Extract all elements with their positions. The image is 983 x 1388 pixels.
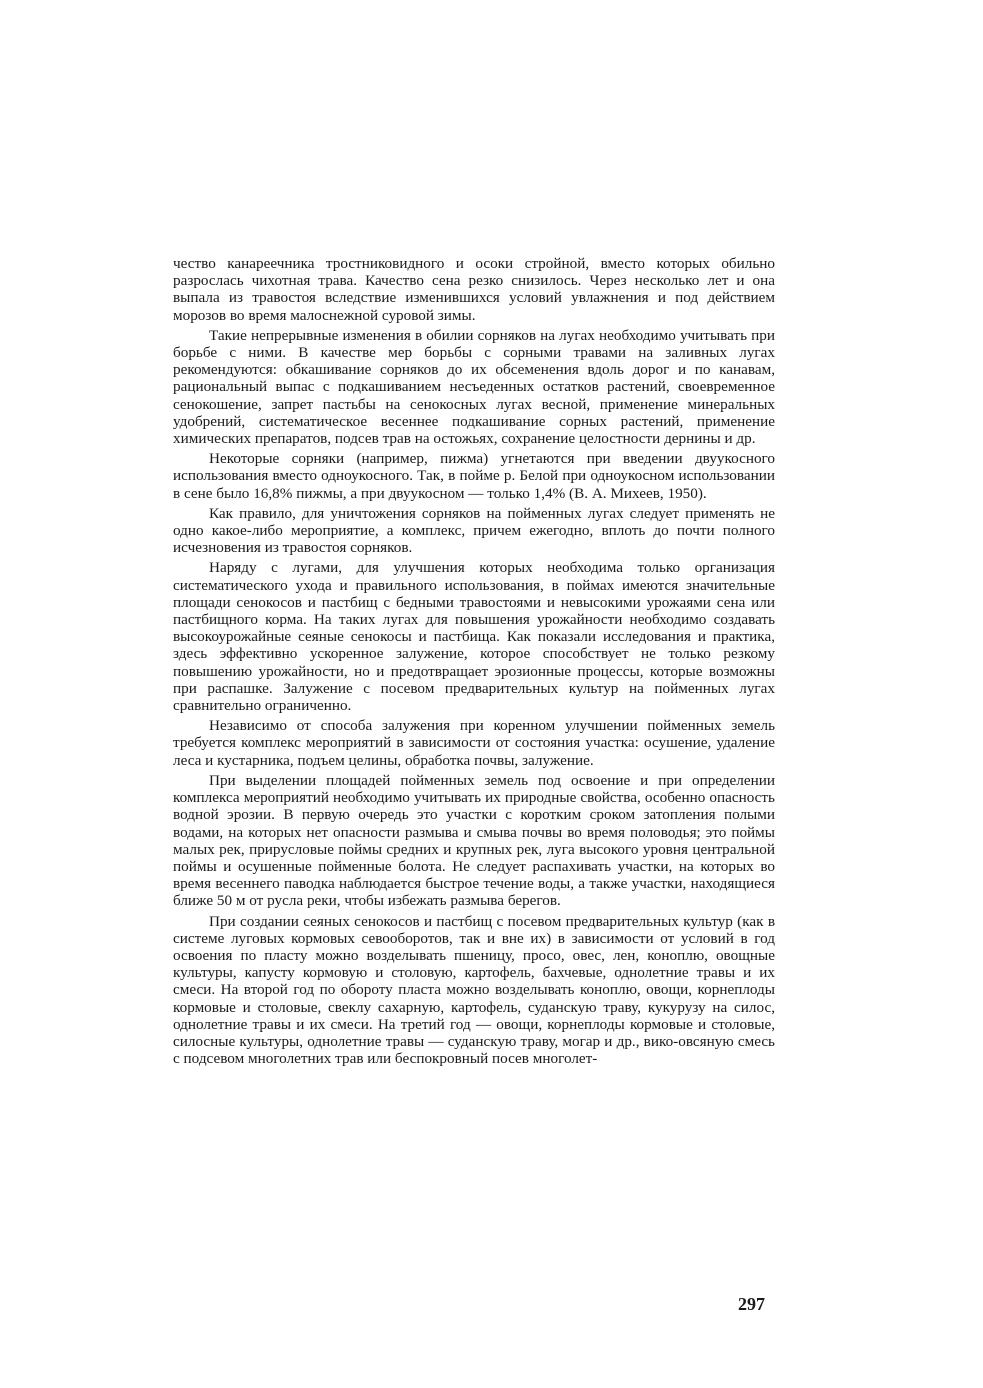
paragraph-3: Некоторые сорняки (например, пижма) угнетаются при введении двуукосного использования вместо одноукосного. Так, в пойме р. Белой при одноукосном использовании в сене было 16,8% пижмы, а при двуукосном — только 1,4% (В. А. Михеев, 1950). [173, 450, 775, 502]
paragraph-1: чество канареечника тростниковидного и осоки стройной, вместо которых обильно разрослась чихотная трава. Качество сена резко снизилось. Через несколько лет и она выпала из травостоя вследствие изменившихся условий увлажнения и под действием морозов во время малоснежной суровой зимы. [173, 255, 775, 324]
paragraph-8: При создании сеяных сенокосов и пастбищ с посевом предварительных культур (как в системе луговых кормовых севооборотов, так и вне их) в зависимости от условий в год освоения по пласту можно возделывать пшеницу, просо, овес, лен, коноплю, овощные культуры, капусту кормовую и столовую, картофель, бахчевые, однолетние травы и их смеси. На второй год по обороту пласта можно возделывать коноплю, овощи, корнеплоды кормовые и столовые, свеклу сахарную, картофель, суданскую траву, кукурузу на силос, однолетние травы и их смеси. На третий год — овощи, корнеплоды кормовые и столовые, силосные культуры, однолетние травы — суданскую траву, могар и др., вико-овсяную смесь с подсевом многолетних трав или беспокровный посев многолет- [173, 912, 775, 1068]
body-text [173, 255, 775, 1070]
paragraph-6: Независимо от способа залужения при коренном улучшении пойменных земель требуется комплекс мероприятий в зависимости от состояния участка: осушение, удаление леса и кустарника, подъем целины, обработка почвы, залужение. [173, 717, 775, 769]
paragraph-7: При выделении площадей пойменных земель под освоение и при определении комплекса мероприятий необходимо учитывать их природные свойства, особенно опасность водной эрозии. В первую очередь это участки с коротким сроком затопления полыми водами, на которых нет опасности размыва и смыва почвы во время половодья; это поймы малых рек, прирусловые поймы средних и крупных рек, луга высокого уровня центральной поймы и осушенные пойменные болота. Не следует распахивать участки, на которых во время весеннего паводка наблюдается быстрое течение воды, а также участки, находящиеся ближе 50 м от русла реки, чтобы избежать размыва берегов. [173, 771, 775, 910]
paragraph-5: Наряду с лугами, для улучшения которых необходима только организация систематического ухода и правильного использования, в поймах имеются значительные площади сенокосов и пастбищ с бедными травостоями и невысокими урожаями сена или пастбищного корма. На таких лугах для повышения урожайности необходимо создавать высокоурожайные сеяные сенокосы и пастбища. Как показали исследования и практика, здесь эффективно ускоренное залужение, которое способствует не только резкому повышению урожайности, но и предотвращает эрозионные процессы, которые возможны при распашке. Залужение с посевом предварительных культур на пойменных лугах сравнительно ограниченно. [173, 559, 775, 715]
page-number: 297 [738, 1294, 765, 1314]
paragraph-4: Как правило, для уничтожения сорняков на пойменных лугах следует применять не одно какое-либо мероприятие, а комплекс, причем ежегодно, вплоть до почти полного исчезновения из травостоя сорняков. [173, 504, 775, 557]
paragraph-2: Такие непрерывные изменения в обилии сорняков на лугах необходимо учитывать при борьбе с ними. В качестве мер борьбы с сорными травами на заливных лугах рекомендуются: обкашивание сорняков до их обсеменения вдоль дорог и по канавам, рациональный выпас с подкашиванием несъеденных остатков растений, своевременное сенокошение, запрет пастьбы на сенокосных лугах весной, применение минеральных удобрений, систематическое весеннее подкашивание сорных растений, применение химических препаратов, подсев трав на остожьях, сохранение целостности дернины и др. [173, 326, 775, 448]
